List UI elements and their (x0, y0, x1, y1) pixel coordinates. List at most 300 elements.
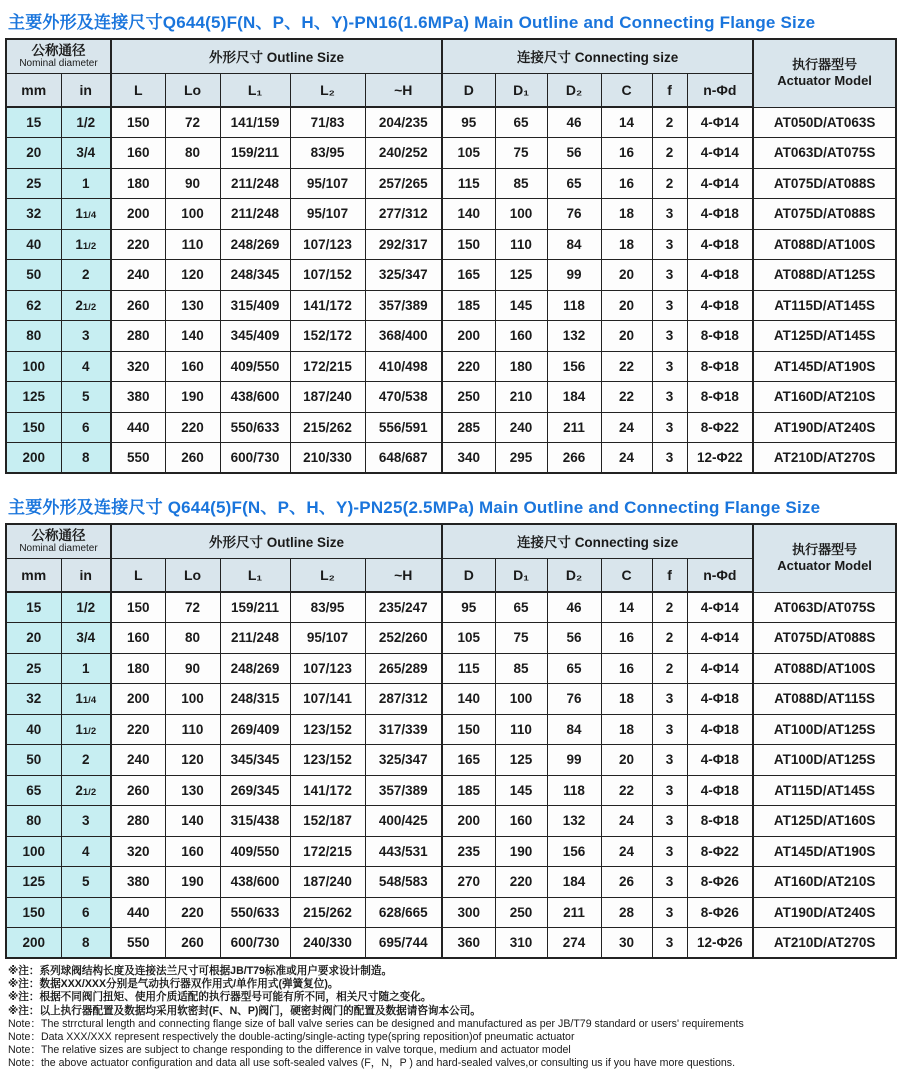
cell: 287/312 (365, 684, 442, 715)
cell: 50 (6, 260, 61, 291)
cell: 4-Φ14 (687, 623, 753, 654)
cell: 200 (6, 443, 61, 474)
header-group-row (6, 39, 896, 73)
cell: 150 (442, 229, 495, 260)
cell: 160 (495, 321, 547, 352)
cell: 345/345 (220, 745, 290, 776)
cell: 269/345 (220, 775, 290, 806)
cell: 145 (495, 290, 547, 321)
cell: 75 (495, 623, 547, 654)
cell: 8-Φ18 (687, 351, 753, 382)
column-header-L: L (111, 558, 165, 592)
column-header-D₂: D₂ (547, 73, 601, 107)
cell: 83/95 (290, 138, 365, 169)
cell: 240 (111, 260, 165, 291)
cell: 95 (442, 592, 495, 623)
actuator-model-en: Actuator Model (777, 558, 872, 574)
column-header-in: in (61, 73, 111, 107)
column-header-D₁: D₁ (495, 558, 547, 592)
cell: 360 (442, 928, 495, 959)
column-header-D₁: D₁ (495, 73, 547, 107)
cell: 357/389 (365, 775, 442, 806)
cell: 120 (165, 745, 220, 776)
cell: 211 (547, 897, 601, 928)
cell: 210 (495, 382, 547, 413)
cell: 409/550 (220, 836, 290, 867)
cell: 132 (547, 321, 601, 352)
cell: 4 (61, 836, 111, 867)
cell: 172/215 (290, 836, 365, 867)
table-row (6, 714, 896, 745)
cell: 2 (652, 168, 687, 199)
cell: 150 (111, 107, 165, 138)
cell: 4-Φ18 (687, 199, 753, 230)
cell: 200 (111, 199, 165, 230)
header-group-row (6, 524, 896, 558)
note-en: Note：The relative sizes are subject to change responding to the difference in valve torque, medium and actuator model (8, 1044, 571, 1057)
cell: 220 (165, 412, 220, 443)
cell: 280 (111, 806, 165, 837)
cell: 260 (111, 775, 165, 806)
cell: 20 (601, 745, 652, 776)
table-row (6, 412, 896, 443)
cell: 95/107 (290, 623, 365, 654)
cell: 211 (547, 412, 601, 443)
cell: 140 (165, 321, 220, 352)
cell: 12-Φ22 (687, 443, 753, 474)
cell: 3 (652, 745, 687, 776)
cell: 220 (442, 351, 495, 382)
cell: 110 (495, 229, 547, 260)
cell-actuator-model: AT088D/AT115S (753, 684, 896, 715)
cell: 3 (652, 290, 687, 321)
cell: 220 (111, 714, 165, 745)
cell-actuator-model: AT088D/AT100S (753, 653, 896, 684)
cell: 4-Φ14 (687, 138, 753, 169)
cell: 270 (442, 867, 495, 898)
actuator-model-zh: 执行器型号 (792, 57, 858, 73)
cell: 315/438 (220, 806, 290, 837)
cell: 6 (61, 897, 111, 928)
cell: 140 (165, 806, 220, 837)
cell: 248/269 (220, 653, 290, 684)
cell: 56 (547, 138, 601, 169)
column-header-D: D (442, 73, 495, 107)
cell: 15 (6, 107, 61, 138)
cell: 320 (111, 836, 165, 867)
table-row (6, 260, 896, 291)
cell: 25 (6, 168, 61, 199)
cell: 2 (61, 745, 111, 776)
cell: 410/498 (365, 351, 442, 382)
table-row (6, 867, 896, 898)
cell: 11/2 (61, 229, 111, 260)
cell-actuator-model: AT115D/AT145S (753, 290, 896, 321)
cell: 368/400 (365, 321, 442, 352)
table-row (6, 653, 896, 684)
cell: 150 (111, 592, 165, 623)
cell: 250 (495, 897, 547, 928)
cell-actuator-model: AT190D/AT240S (753, 412, 896, 443)
column-header-C: C (601, 558, 652, 592)
actuator-model-en: Actuator Model (777, 73, 872, 89)
pn25-dimension-table (5, 523, 897, 959)
nominal-diameter-en: Nominal diameter (19, 542, 98, 554)
cell: 21/2 (61, 290, 111, 321)
note-en: Note：The strrctural length and connecting flange size of ball valve series can be designed and manufactured as per JB/T79 standard or users' requirements (8, 1017, 744, 1030)
table-row (6, 382, 896, 413)
cell: 22 (601, 351, 652, 382)
cell: 4-Φ18 (687, 745, 753, 776)
cell: 16 (601, 623, 652, 654)
cell: 220 (495, 867, 547, 898)
cell: 130 (165, 775, 220, 806)
cell: 211/248 (220, 623, 290, 654)
cell: 200 (6, 928, 61, 959)
cell: 2 (61, 260, 111, 291)
cell: 8-Φ22 (687, 836, 753, 867)
cell: 550 (111, 928, 165, 959)
connecting-size-header: 连接尺寸 Connecting size (442, 524, 753, 558)
cell: 695/744 (365, 928, 442, 959)
note-en: Note：the above actuator configuration and data all use soft-sealed valves (F，N，P ) and hard-sealed valves,or consulting us if you have more questions. (8, 1057, 736, 1070)
cell: 110 (495, 714, 547, 745)
cell-actuator-model: AT125D/AT160S (753, 806, 896, 837)
cell: 159/211 (220, 592, 290, 623)
cell: 3 (61, 806, 111, 837)
cell: 438/600 (220, 867, 290, 898)
cell: 4 (61, 351, 111, 382)
cell: 235/247 (365, 592, 442, 623)
cell: 160 (165, 836, 220, 867)
cell: 85 (495, 653, 547, 684)
note-zh: ※注：以上执行器配置及数据均采用软密封(F、N、P)阀门，硬密封阀门的配置及数据请咨询本公司。 (8, 1004, 481, 1017)
cell-actuator-model: AT190D/AT240S (753, 897, 896, 928)
cell: 125 (495, 745, 547, 776)
cell: 11/4 (61, 199, 111, 230)
cell: 100 (495, 684, 547, 715)
cell: 156 (547, 836, 601, 867)
cell: 3/4 (61, 623, 111, 654)
cell: 325/347 (365, 745, 442, 776)
cell: 190 (165, 382, 220, 413)
cell: 80 (6, 321, 61, 352)
cell: 4-Φ14 (687, 107, 753, 138)
cell: 248/345 (220, 260, 290, 291)
outline-size-header: 外形尺寸 Outline Size (111, 39, 442, 73)
cell: 75 (495, 138, 547, 169)
cell: 200 (442, 321, 495, 352)
cell-actuator-model: AT210D/AT270S (753, 928, 896, 959)
column-header-Lo: Lo (165, 558, 220, 592)
cell: 3 (652, 351, 687, 382)
cell: 20 (601, 321, 652, 352)
cell: 20 (601, 290, 652, 321)
cell: 118 (547, 775, 601, 806)
cell: 40 (6, 714, 61, 745)
cell-actuator-model: AT075D/AT088S (753, 623, 896, 654)
footnotes-chinese (8, 965, 895, 1018)
cell-actuator-model: AT088D/AT100S (753, 229, 896, 260)
table-row (6, 321, 896, 352)
table-row (6, 836, 896, 867)
cell-actuator-model: AT088D/AT125S (753, 260, 896, 291)
cell: 3 (652, 443, 687, 474)
cell: 277/312 (365, 199, 442, 230)
cell: 3 (652, 684, 687, 715)
cell: 150 (6, 897, 61, 928)
cell: 3 (652, 867, 687, 898)
cell: 160 (165, 351, 220, 382)
cell: 83/95 (290, 592, 365, 623)
cell: 62 (6, 290, 61, 321)
cell: 100 (495, 199, 547, 230)
cell: 24 (601, 443, 652, 474)
cell: 95 (442, 107, 495, 138)
cell: 84 (547, 229, 601, 260)
cell-actuator-model: AT210D/AT270S (753, 443, 896, 474)
cell: 235 (442, 836, 495, 867)
cell: 190 (495, 836, 547, 867)
column-header-mm: mm (6, 558, 61, 592)
cell: 99 (547, 745, 601, 776)
cell-actuator-model: AT063D/AT075S (753, 138, 896, 169)
column-header-C: C (601, 73, 652, 107)
cell: 21/2 (61, 775, 111, 806)
cell: 20 (6, 138, 61, 169)
cell: 220 (165, 897, 220, 928)
cell: 1 (61, 653, 111, 684)
cell: 440 (111, 897, 165, 928)
cell: 65 (547, 168, 601, 199)
cell: 211/248 (220, 199, 290, 230)
cell: 292/317 (365, 229, 442, 260)
cell: 30 (601, 928, 652, 959)
note-en: Note：Data XXX/XXX represent respectively the double-acting/single-acting type(spring reposition)of pneumatic actuator (8, 1031, 575, 1044)
cell: 65 (6, 775, 61, 806)
cell: 8-Φ18 (687, 321, 753, 352)
cell: 107/141 (290, 684, 365, 715)
column-header-mm: mm (6, 73, 61, 107)
outline-size-header: 外形尺寸 Outline Size (111, 524, 442, 558)
cell: 11/2 (61, 714, 111, 745)
cell: 3 (652, 260, 687, 291)
cell: 165 (442, 745, 495, 776)
cell: 3 (652, 412, 687, 443)
column-header-L₁: L₁ (220, 73, 290, 107)
column-header-~H: ~H (365, 558, 442, 592)
cell: 257/265 (365, 168, 442, 199)
cell: 65 (547, 653, 601, 684)
cell: 285 (442, 412, 495, 443)
cell-actuator-model: AT160D/AT210S (753, 382, 896, 413)
cell: 140 (442, 684, 495, 715)
note-zh: ※注：根据不同阀门扭矩、使用介质适配的执行器型号可能有所不同，相关尺寸随之变化。 (8, 991, 432, 1004)
column-header-in: in (61, 558, 111, 592)
cell: 2 (652, 138, 687, 169)
cell: 16 (601, 168, 652, 199)
nominal-diameter-header (6, 524, 111, 558)
cell: 211/248 (220, 168, 290, 199)
cell: 115 (442, 168, 495, 199)
cell: 4-Φ18 (687, 290, 753, 321)
cell: 260 (165, 928, 220, 959)
pn25-table-title: 主要外形及连接尺寸 Q644(5)F(N、P、H、Y)-PN25(2.5MPa) Main Outline and Connecting Flange Size (8, 498, 821, 517)
cell: 125 (6, 867, 61, 898)
cell: 180 (495, 351, 547, 382)
cell: 320 (111, 351, 165, 382)
cell: 260 (165, 443, 220, 474)
cell: 140 (442, 199, 495, 230)
cell: 252/260 (365, 623, 442, 654)
nominal-diameter-zh: 公称通径 (31, 42, 86, 58)
cell: 159/211 (220, 138, 290, 169)
table-row (6, 928, 896, 959)
cell: 550/633 (220, 897, 290, 928)
cell: 185 (442, 290, 495, 321)
cell: 100 (6, 351, 61, 382)
cell: 204/235 (365, 107, 442, 138)
cell: 240/252 (365, 138, 442, 169)
cell: 550/633 (220, 412, 290, 443)
cell: 380 (111, 382, 165, 413)
column-header-D: D (442, 558, 495, 592)
cell: 125 (6, 382, 61, 413)
column-header-Lo: Lo (165, 73, 220, 107)
column-header-L₁: L₁ (220, 558, 290, 592)
cell: 95/107 (290, 199, 365, 230)
table-row (6, 351, 896, 382)
table-row (6, 443, 896, 474)
cell: 18 (601, 229, 652, 260)
cell: 317/339 (365, 714, 442, 745)
cell: 130 (165, 290, 220, 321)
cell: 8-Φ18 (687, 382, 753, 413)
table-row (6, 592, 896, 623)
nominal-diameter-header (6, 39, 111, 73)
cell: 310 (495, 928, 547, 959)
cell: 15 (6, 592, 61, 623)
table-row (6, 199, 896, 230)
cell: 65 (495, 107, 547, 138)
cell: 156 (547, 351, 601, 382)
cell: 172/215 (290, 351, 365, 382)
cell: 4-Φ18 (687, 260, 753, 291)
cell-actuator-model: AT115D/AT145S (753, 775, 896, 806)
cell: 8 (61, 928, 111, 959)
cell: 71/83 (290, 107, 365, 138)
cell: 32 (6, 684, 61, 715)
cell: 32 (6, 199, 61, 230)
pn25-table-body (6, 592, 896, 958)
cell: 46 (547, 107, 601, 138)
cell: 18 (601, 714, 652, 745)
cell: 132 (547, 806, 601, 837)
cell: 215/262 (290, 897, 365, 928)
cell: 550 (111, 443, 165, 474)
cell: 3 (652, 897, 687, 928)
cell: 123/152 (290, 714, 365, 745)
cell: 72 (165, 592, 220, 623)
cell-actuator-model: AT100D/AT125S (753, 745, 896, 776)
cell: 11/4 (61, 684, 111, 715)
cell: 185 (442, 775, 495, 806)
cell: 12-Φ26 (687, 928, 753, 959)
cell: 1/2 (61, 107, 111, 138)
cell: 357/389 (365, 290, 442, 321)
cell: 20 (601, 260, 652, 291)
table-row (6, 168, 896, 199)
cell-actuator-model: AT160D/AT210S (753, 867, 896, 898)
cell: 2 (652, 623, 687, 654)
table-row (6, 290, 896, 321)
cell: 269/409 (220, 714, 290, 745)
cell: 184 (547, 867, 601, 898)
cell: 4-Φ18 (687, 684, 753, 715)
cell: 105 (442, 138, 495, 169)
cell: 250 (442, 382, 495, 413)
cell: 8-Φ26 (687, 867, 753, 898)
cell: 40 (6, 229, 61, 260)
table-row (6, 623, 896, 654)
cell: 22 (601, 382, 652, 413)
cell-actuator-model: AT075D/AT088S (753, 168, 896, 199)
cell: 184 (547, 382, 601, 413)
table-row (6, 745, 896, 776)
cell: 3 (652, 836, 687, 867)
cell: 3 (652, 199, 687, 230)
cell: 295 (495, 443, 547, 474)
column-header-L₂: L₂ (290, 558, 365, 592)
cell: 438/600 (220, 382, 290, 413)
cell: 84 (547, 714, 601, 745)
cell: 4-Φ14 (687, 592, 753, 623)
cell: 648/687 (365, 443, 442, 474)
cell: 190 (165, 867, 220, 898)
cell: 556/591 (365, 412, 442, 443)
cell: 409/550 (220, 351, 290, 382)
table-row (6, 806, 896, 837)
cell: 240/330 (290, 928, 365, 959)
cell: 240 (495, 412, 547, 443)
cell: 2 (652, 592, 687, 623)
cell: 24 (601, 836, 652, 867)
actuator-model-header (753, 39, 896, 107)
cell: 3/4 (61, 138, 111, 169)
column-header-L₂: L₂ (290, 73, 365, 107)
cell: 123/152 (290, 745, 365, 776)
note-zh: ※注：系列球阀结构长度及连接法兰尺寸可根据JB/T79标准或用户要求设计制造。 (8, 965, 393, 977)
pn16-dimension-table (5, 38, 897, 474)
cell: 90 (165, 653, 220, 684)
cell: 248/315 (220, 684, 290, 715)
cell: 50 (6, 745, 61, 776)
cell: 80 (6, 806, 61, 837)
cell: 20 (6, 623, 61, 654)
cell: 1/2 (61, 592, 111, 623)
cell: 600/730 (220, 443, 290, 474)
cell: 16 (601, 138, 652, 169)
cell: 22 (601, 775, 652, 806)
cell: 248/269 (220, 229, 290, 260)
cell: 8-Φ18 (687, 806, 753, 837)
cell: 28 (601, 897, 652, 928)
cell: 4-Φ18 (687, 775, 753, 806)
pn16-table-body (6, 107, 896, 473)
cell: 2 (652, 107, 687, 138)
cell: 4-Φ18 (687, 714, 753, 745)
cell: 4-Φ14 (687, 168, 753, 199)
